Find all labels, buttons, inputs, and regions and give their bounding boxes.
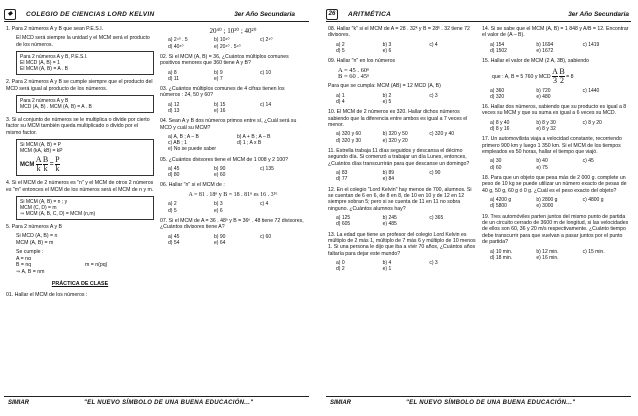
- fraction: $\frac{A}{3}$: [552, 66, 558, 85]
- footer-brand: SIMIAR: [330, 400, 351, 406]
- footer-brand: SIMIAR: [8, 400, 29, 406]
- left-page: [4, 8, 309, 408]
- page-footer: [4, 396, 309, 408]
- property-1: 1. Para 2 números A y B que sean P.E.S.I.: [6, 26, 104, 32]
- subject-title: ARITMÉTICA: [348, 11, 392, 18]
- practice-title: PRÁCTICA DE CLASE: [51, 280, 109, 287]
- page-number: 26: [326, 9, 338, 20]
- box-line: El MCD (A, B) = 1: [20, 60, 60, 67]
- question-09: 09. Hallar "n" en los números: [328, 58, 396, 65]
- q10-options: a) 320 y 60 b) 320 y 50 c) 320 y 40 d) 320 y 30 e) 320 y 20: [336, 131, 455, 144]
- box-line: ⇒ MCM (A, B, C, D) = MCM (n,m): [20, 211, 96, 218]
- fraction: $\frac{P}{k}$: [55, 155, 60, 174]
- box-line: MCM (C, D) = m: [20, 205, 57, 212]
- page-footer: [326, 396, 631, 408]
- page-header: [326, 8, 631, 22]
- property-3-box: [16, 139, 154, 176]
- property-1-text: El MCD será siempre la unidad y el MCM será el producto de los números.: [16, 35, 150, 48]
- q08-options: a) 2 b) 3 c) 4 d) 5 e) 6: [336, 41, 438, 55]
- box-line: Si MCM (A, B) = n ; y: [20, 199, 68, 206]
- q02-options: a) 8 b) 9 c) 10 d) 11 e) 7: [168, 69, 272, 82]
- property-5-given: Si MCD (A, B) = n MCM (A, B) = m: [16, 233, 58, 246]
- question-11: 11. Estrella trabaja 11 días seguidos y descansa el décimo segundo día. Si comenzó a trabajar un día Lunes, entonces, ¿Cuántos días transcurrirán para que descanse un domingo?: [328, 147, 470, 167]
- right-page: [326, 8, 631, 408]
- q09-expressions: A = 45 . 60ⁿ B = 60 . 45ⁿ: [338, 66, 370, 81]
- question-07: 07. Si el MCM de A = 36 . 48ⁿ y B = 36ⁿ . 48 tiene 72 divisores, ¿Cuántos divisores tiene A?: [160, 217, 304, 231]
- box-line: Para 2 números A y B, P.E.S.I.: [20, 54, 88, 61]
- q17-options: a) 30 b) 40 c) 45 d) 60 e) 75: [490, 158, 594, 171]
- q05-options: a) 45 b) 90 c) 135 d) 80 e) 60: [168, 166, 274, 179]
- q03-options: a) 12 b) 15 c) 14 d) 13 e) 16: [168, 101, 272, 115]
- question-06: 06. Hallar "n" si el MCM de :: [160, 182, 225, 189]
- q19-options: a) 10 min. b) 12 min. c) 15 min. d) 18 min. e) 16 min.: [490, 248, 605, 261]
- box-line: MCD (A, B) . MCM (A, B) = A . B: [20, 104, 92, 111]
- question-14: 14. Si se sabe que el MCM (A, B) = 1 848 y A/B = 12. Encontrar el valor de (A – B).: [482, 26, 629, 39]
- footer-slogan: "EL NUEVO SÍMBOLO DE UNA BUENA EDUCACIÓN...": [406, 400, 576, 406]
- property-4: 4. Si el MCM de 2 números es "n" y el MCM de otros 2 números es "m" entonces el MCM de los números será el MCM de n y m.: [6, 180, 154, 193]
- question-02: 02. Si el MCM (A, B) = 36, ¿Cuántos múltiplos comunes positivos menores que 360 tiene A y B?: [160, 53, 289, 67]
- q13-options: a) 0 b) 4 c) 3 d) 2 e) 1: [336, 260, 438, 273]
- property-5-result: ⇒ A, B = nm: [16, 268, 45, 275]
- question-10: 10. El MCM de 2 números es 320. Hallar dichos números sabiendo que la diferencia entre ambos es igual a 7 veces el menor.: [328, 109, 468, 129]
- question-01: 01. Hallar el MCM de los números :: [6, 292, 88, 299]
- school-name: COLEGIO DE CIENCIAS LORD KELVIN: [26, 11, 155, 18]
- q09-options: a) 1 b) 2 c) 3 d) 4 e) 5: [336, 92, 438, 106]
- question-19: 19. Tres automóviles parten juntos del mismo punto de partida de un circuito cerrado de 3600 m de longitud, si las velocidades de ellos son 60, 36 y 20 m/s respectivamente. ¿Cuánto tiempo debe transcurrir para que vuelvan a pasar juntos por el punto de partida?: [482, 213, 629, 246]
- question-08: 08. Hallar "k" si el MCM de A = 28 . 32ᵏ y B = 28ᵏ . 32 tiene 72 divisores.: [328, 26, 470, 39]
- property-2: 2. Para 2 números A y B se cumple siempre que el producto del MCD será igual al producto de los números.: [6, 79, 153, 92]
- footer-slogan: "EL NUEVO SÍMBOLO DE UNA BUENA EDUCACIÓN...": [84, 400, 254, 406]
- q15-condition: que : A, B = 5 760 y MCD $\frac{A}{3}$ $\frac{B}{2}$ = 8: [492, 66, 574, 85]
- fraction: $\frac{B}{2}$: [559, 66, 565, 85]
- property-3: 3. Si al conjunto de números se le multiplica o divide por cierto factor su MCM también queda multiplicado o divido por el mismo factor.: [6, 117, 150, 136]
- q07-options: a) 45 b) 90 c) 60 d) 54 e) 64: [168, 233, 272, 246]
- q15-options: a) 360 b) 720 c) 1440 d) 320 e) 480: [490, 87, 600, 100]
- question-12: 12. En el colegio "Lord Kelvin" hay menos de 700, alumnos. Si se cuentan de 6 en 6, de 8 en 8, de 10 en 10 y de 12 en 12 siempre sobran 5; pero si se cuenta de 11 en 11 no sobra ninguno. ¿Cuántos alumnos hay?: [328, 186, 472, 212]
- question-13: 13. La edad que tiene un profesor del colegio Lord Kelvin es múltiplo de 2 más 1, múltiplo de 7 más 6 y múltiplo de 10 menos 1. Si una persona le dijo que iba a vivir 70 años, ¿Cuántos años faltaría para dejar este mundo?: [328, 231, 476, 257]
- grade-label: 3er Año Secundaria: [568, 11, 629, 18]
- fraction: $\frac{A}{k}$: [35, 155, 42, 174]
- right-column-1: [328, 26, 476, 277]
- question-16: 16. Hallar dos números, sabiendo que su producto es igual a 8 veces su MCM y que su suma es igual a 6 veces su MCD.: [482, 104, 627, 117]
- page-header: [4, 8, 309, 22]
- property-5-values: A = nα B = nq m = n(pq): [16, 255, 108, 269]
- question-15: 15. Hallar el valor de MCM (2 A, 3B), sabiendo: [482, 58, 589, 65]
- box-line: Para 2 números A y B: [20, 98, 69, 105]
- question-18: 18. Para que un objeto que pesa más de 2 000 g. complete un peso de 10 kg se puede utilizar un número exacto de pesas de 40 g, 50 g, 60 g ó 0 g. ¿Cuál es el peso exacto del objeto?: [482, 174, 627, 194]
- box-line: Si MCM (A, B) = P: [20, 142, 61, 149]
- property-5-cumple: Se cumple :: [16, 249, 44, 256]
- q06-expression: A = 81 . 18ⁿ y B = 18 . 81ⁿ es 16 . 3¹⁶: [188, 191, 278, 198]
- property-2-box: [16, 95, 154, 113]
- q04-options: a) A, B ; A – B b) A + B ; A – B c) AB ; 1 d) 1 ; A x B e) No se puede saber: [168, 134, 271, 153]
- question-05: 05. ¿Cuántos divisores tiene el MCM de 1 008 y 2 100?: [160, 156, 289, 163]
- mcm-label: MCM: [20, 162, 35, 169]
- q14-options: a) 154 b) 1694 c) 1419 d) 1502 e) 1672: [490, 41, 600, 55]
- question-09-condition: Para que se cumpla: MCM (AB) = 12 MCD (A, B): [328, 83, 441, 90]
- q16-options: a) 8 y 40 b) 8 y 30 c) 8 y 20 d) 8 y 16 e) 8 y 32: [490, 119, 602, 133]
- fraction: $\frac{B}{k}$: [42, 155, 49, 174]
- grade-label: 3er Año Secundaria: [234, 11, 295, 18]
- left-column-1: [6, 26, 154, 302]
- question-04: 04. Sean A y B dos números primos entre sí, ¿Cuál será su MCD y cuál su MCM?: [160, 118, 297, 131]
- q12-options: a) 125 b) 245 c) 365 d) 605 e) 485: [336, 215, 444, 228]
- box-line: MCM (kA, kB) = kP: [20, 148, 63, 155]
- mcm-fraction-formula: MCM $\frac{A}{k}$ $\frac{B}{k}$ = $\frac{P}{k}$: [20, 155, 60, 174]
- property-4-box: [16, 196, 154, 220]
- property-1-box: [16, 51, 154, 75]
- logo-badge: ◆: [4, 9, 16, 20]
- property-5: 5. Para 2 números A y B: [6, 224, 62, 231]
- question-03: 03. ¿Cuántos múltiplos comunes de 4 cifras tienen los números : 24, 50 y 60?: [160, 86, 285, 99]
- q01-options: a) 2⁴⁰ . 5 b) 10⁴⁰ c) 2⁴⁰ d) 40⁴⁰ e) 20⁴⁰ . 5⁴⁰: [168, 37, 273, 50]
- q18-options: a) 4200 g b) 2800 g c) 4800 g d) 5800 e) 3000: [490, 197, 604, 210]
- q06-options: a) 2 b) 3 c) 4 d) 5 e) 6: [168, 201, 269, 214]
- box-line: El MCM (A, B) = A . B: [20, 66, 68, 73]
- right-column-2: [482, 26, 629, 265]
- q01-expression: 20⁴⁰ ; 10²⁰ ; 40²⁰: [209, 27, 257, 35]
- q11-options: a) 83 b) 89 c) 90 d) 77 e) 84: [336, 170, 441, 183]
- question-17: 17. Un automovilista viaja a velocidad constante, recorriendo primero 900 km y luego 1 350 km. Si el MCM de los tiempos empleados es 50 horas, hallar el tiempo que viajó.: [482, 136, 622, 156]
- left-column-2: [160, 26, 306, 250]
